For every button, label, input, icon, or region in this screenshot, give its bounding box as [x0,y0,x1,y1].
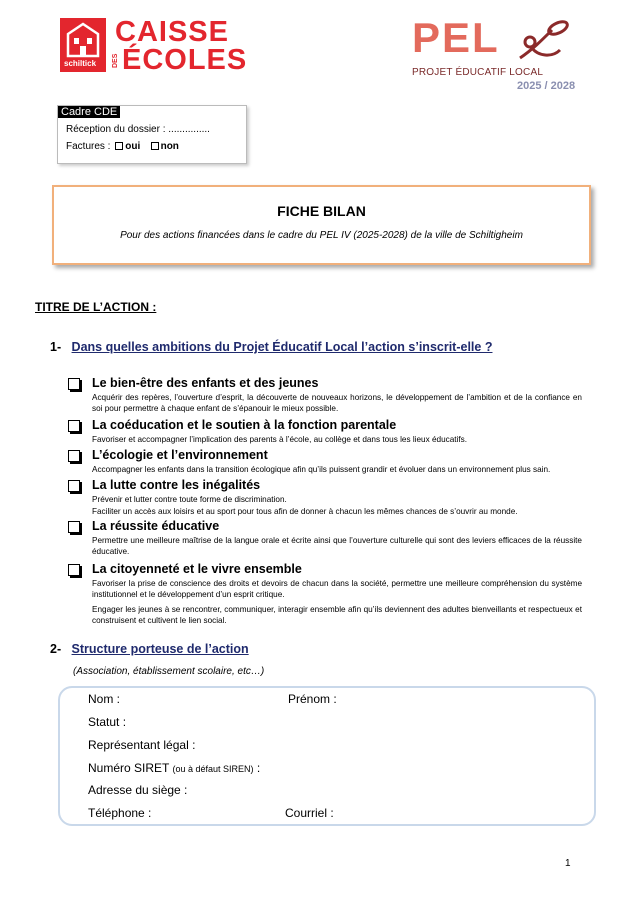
caisse-des-ecoles-logo [60,18,250,76]
question-1 [50,340,492,354]
ambition-desc: Favoriser la prise de conscience des droits et devoirs de chacun dans la société, permettre une meilleure compréhension du système institutionnel et le développement d’un esprit critique. [92,579,582,599]
factures-oui-checkbox[interactable] [115,142,123,150]
ambition-checkbox[interactable] [68,564,80,576]
ambition-title: Le bien-être des enfants et des jeunes [92,376,319,390]
ambition-title: La citoyenneté et le vivre ensemble [92,562,302,576]
siret-field[interactable] [88,761,260,775]
fiche-title: FICHE BILAN [277,203,366,219]
ambition-title: La réussite éducative [92,519,220,533]
factures-label: Factures : [66,141,111,152]
ambition-title: L’écologie et l’environnement [92,448,268,462]
logo-ecoles: ÉCOLES [122,44,248,76]
ambition-title: La lutte contre les inégalités [92,478,261,492]
representant-field[interactable]: Représentant légal : [88,738,196,752]
factures-non-checkbox[interactable] [151,142,159,150]
fiche-subtitle: Pour des actions financées dans le cadre du PEL IV (2025-2028) de la ville de Schiltigheim [120,230,523,241]
siret-hint: (ou à défaut SIREN) [172,764,254,774]
siret-colon: : [253,761,261,775]
telephone-field[interactable]: Téléphone : [88,806,152,820]
page-number: 1 [565,858,571,869]
brand-small: schiltick [64,59,97,68]
adresse-field[interactable]: Adresse du siège : [88,783,188,797]
question-2-text: Structure porteuse de l’action [71,642,249,656]
oui-label: oui [125,141,141,152]
titre-action: TITRE DE L’ACTION : [35,300,157,314]
structure-form [58,686,596,826]
logo-caisse: CAISSE [115,16,229,48]
ambition-desc: Permettre une meilleure maîtrise de la langue orale et écrite ainsi que l’ouverture culturelle qui sont des leviers efficaces de la réussite éducative. [92,536,582,556]
ambition-checkbox[interactable] [68,480,80,492]
cadre-cde-box [57,105,247,164]
non-label: non [160,141,179,152]
question-2-number: 2- [50,642,62,656]
question-2-hint: (Association, établissement scolaire, etc…) [73,666,265,677]
ambition-desc: Accompagner les enfants dans la transition écologique afin qu’ils puissent grandir et évoluer dans un environnement plus sain. [92,465,551,474]
reception-label: Réception du dossier : ............... [66,124,210,135]
question-1-number: 1- [50,340,62,354]
statut-field[interactable]: Statut : [88,715,127,729]
logo-des: DES [112,53,119,69]
ambition-checkbox[interactable] [68,521,80,533]
school-building-icon [60,18,106,72]
ambition-checkbox[interactable] [68,450,80,462]
pel-subtitle: PROJET ÉDUCATIF LOCAL [412,67,544,78]
siret-label: Numéro SIRET [88,761,170,775]
pel-logo [412,14,597,98]
ambition-checkbox[interactable] [68,420,80,432]
factures-line [66,141,179,152]
ambition-desc: Favoriser et accompagner l’implication des parents à l’école, au collège et dans tous les lieux éducatifs. [92,435,468,444]
pel-name: PEL [412,14,500,61]
cadre-title: Cadre CDE [58,106,120,118]
leaf-swirl-icon [512,20,582,65]
courriel-field[interactable]: Courriel : [285,806,334,820]
ambition-desc: Prévenir et lutter contre toute forme de discrimination. [92,495,287,504]
ambition-title: La coéducation et le soutien à la fonction parentale [92,418,397,432]
question-1-text: Dans quelles ambitions du Projet Éducatif Local l’action s’inscrit-elle ? [71,340,493,354]
nom-field[interactable]: Nom : [88,692,121,706]
ambition-desc: Engager les jeunes à se rencontrer, communiquer, interagir ensemble afin qu’ils deviennent des adultes bienveillants et respectueux et construisent et cultivent le lien social. [92,605,582,625]
ambition-desc: Acquérir des repères, l’ouverture d’esprit, la découverte de nouveaux horizons, le développement de l’ambition et de la confiance en soi pour permettre à chaque enfant de s’épanouir le mieux possible. [92,393,582,413]
ambition-desc: Faciliter un accès aux loisirs et au sport pour tous afin de donner à chacun les mêmes chances de s’ouvrir au monde. [92,507,518,516]
fiche-bilan-box [52,185,591,265]
ambition-checkbox[interactable] [68,378,80,390]
pel-years: 2025 / 2028 [517,80,576,92]
prenom-field[interactable]: Prénom : [288,692,337,706]
question-2 [50,642,249,656]
